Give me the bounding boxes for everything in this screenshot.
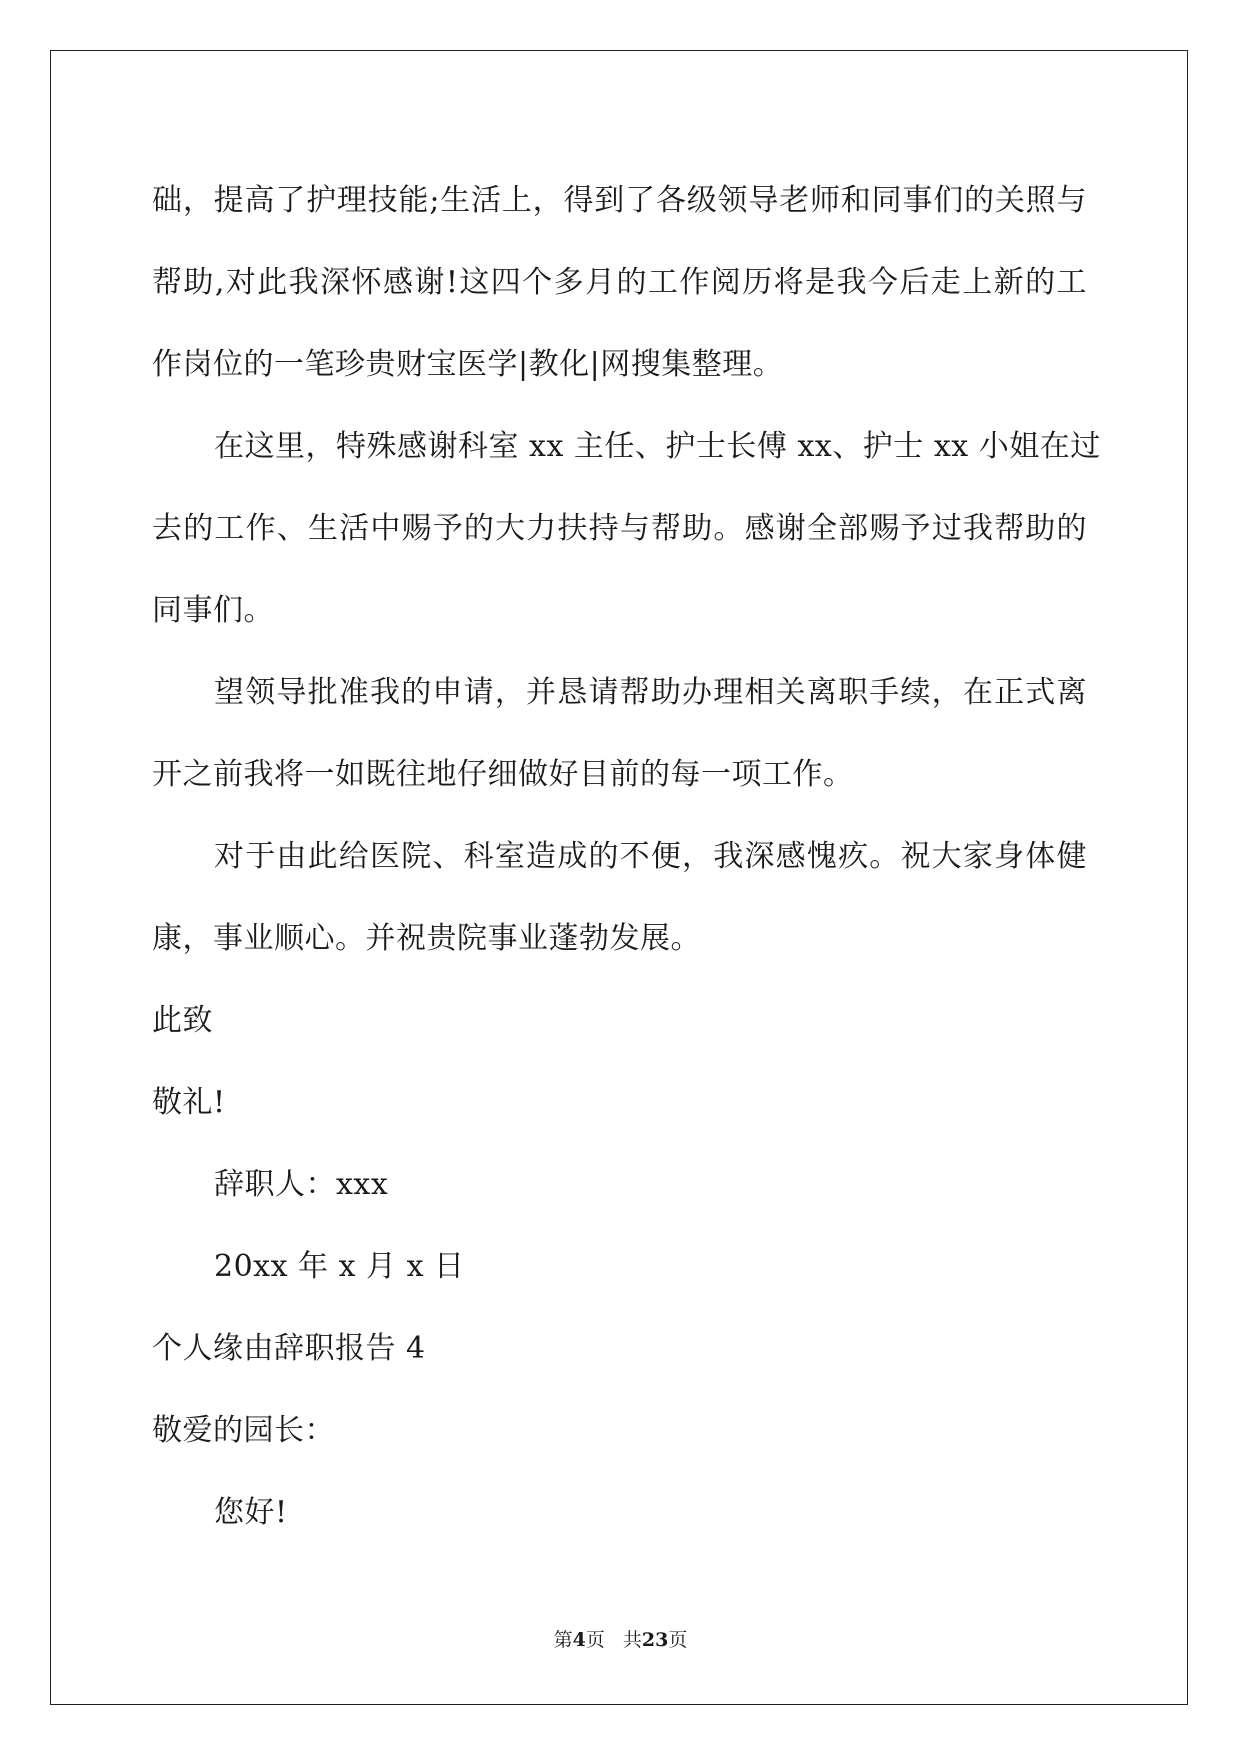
total-pages-number: 23	[641, 1629, 669, 1651]
text-line-7: 望领导批准我的申请，并恳请帮助办理相关离职手续，在正式离	[214, 675, 1087, 710]
footer-prefix: 第	[553, 1629, 573, 1651]
footer-page-word: 页	[585, 1629, 605, 1651]
text-line-4: 在这里，特殊感谢科室 xx 主任、护士长傅 xx、护士 xx 小姐在过	[214, 429, 1101, 464]
text-line-10: 康，事业顺心。并祝贵院事业蓬勃发展。	[152, 921, 701, 956]
document-body	[152, 160, 1101, 1554]
closing-salutation: 此致	[152, 1003, 213, 1038]
footer-total-suffix: 页	[668, 1629, 688, 1651]
current-page-number: 4	[572, 1629, 586, 1651]
text-line-8: 开之前我将一如既往地仔细做好目前的每一项工作。	[152, 757, 854, 792]
date-line: 20xx 年 x 月 x 日	[214, 1249, 465, 1284]
text-line-2: 帮助,对此我深怀感谢!这四个多月的工作阅历将是我今后走上新的工	[152, 265, 1087, 300]
closing-respect: 敬礼!	[152, 1085, 226, 1120]
text-line-9: 对于由此给医院、科室造成的不便，我深感愧疚。祝大家身体健	[214, 839, 1087, 874]
signature-line: 辞职人：xxx	[214, 1167, 389, 1202]
text-line-1: 础，提高了护理技能;生活上，得到了各级领导老师和同事们的关照与	[152, 183, 1087, 218]
text-line-5: 去的工作、生活中赐予的大力扶持与帮助。感谢全部赐予过我帮助的	[152, 511, 1087, 546]
text-line-6: 同事们。	[152, 593, 274, 628]
page-footer	[0, 1625, 1241, 1652]
text-line-3: 作岗位的一笔珍贵财宝医学|教化|网搜集整理。	[152, 347, 784, 382]
greeting-addressee: 敬爱的园长：	[152, 1413, 335, 1448]
footer-total-prefix: 共	[622, 1629, 642, 1651]
greeting-hello: 您好!	[214, 1495, 288, 1530]
section-title: 个人缘由辞职报告 4	[152, 1331, 426, 1366]
